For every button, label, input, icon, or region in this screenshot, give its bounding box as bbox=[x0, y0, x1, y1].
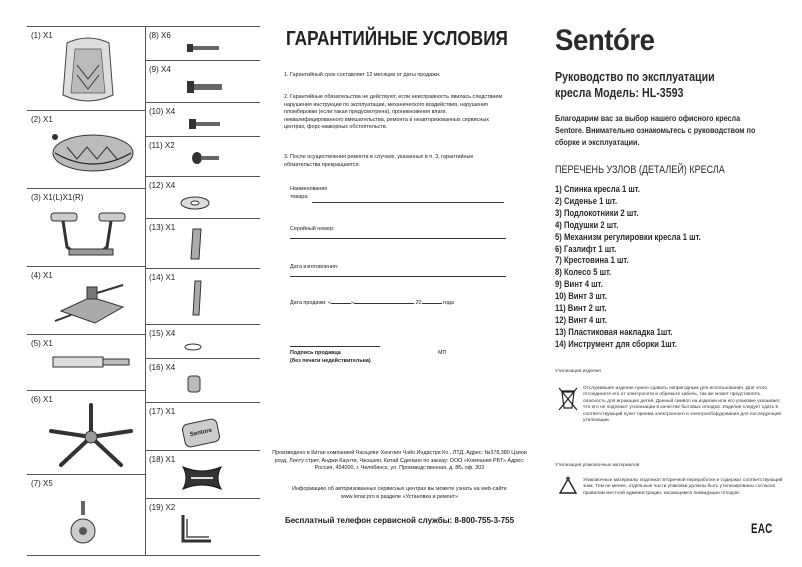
signature-label: Подпись продавца bbox=[290, 350, 341, 356]
field-made-label: Дата изготовления: bbox=[290, 264, 339, 270]
warranty-clause-3: 3. После осуществления ремонта в случаях, указанных в п. 3, гарантийные обязательства прекращаются. bbox=[284, 154, 474, 168]
part-label: (6) X1 bbox=[31, 395, 53, 404]
list-item: 8) Колесо 5 шт. bbox=[555, 267, 612, 279]
pillow-image bbox=[179, 459, 225, 497]
part-label: (7) X5 bbox=[31, 479, 53, 488]
field-made-line bbox=[290, 276, 506, 277]
parts-list bbox=[555, 184, 701, 351]
hotline: Бесплатный телефон сервисной службы: 8-800-755-3-755 bbox=[284, 516, 515, 525]
list-item: 11) Винт 2 шт. bbox=[555, 303, 607, 315]
packaging-text: Упаковочные материалы подлежат вторичной переработке и содержат соответствующий знак. Тем не менее, отдельные части упаковки должны быть утилизированы согласно правилам местной администрации, касающимся ликвидации отходов. bbox=[583, 478, 783, 496]
part-cell-17 bbox=[145, 403, 260, 451]
part-cell-13 bbox=[145, 219, 260, 269]
part-cell-10 bbox=[145, 103, 260, 137]
part-cell-11 bbox=[145, 137, 260, 177]
warranty-clause-2: 2. Гарантийные обязательства не действуют, если неисправность явилась следствием нарушения инструкции по эксплуатации, механического воздействия, нарушения пломбировки (если такая предусмотрена), проникновения влаги, неквалифицированного вмешательства, ремонта в неавторизованных сервисных центрах, форс-мажорных обстоятельств. bbox=[284, 94, 503, 131]
part-cell-1 bbox=[27, 27, 145, 111]
washer-image bbox=[175, 193, 215, 213]
packaging-heading: Утилизация упаковочных материалов bbox=[555, 463, 640, 468]
bracket-image bbox=[187, 277, 207, 321]
part-cell-16 bbox=[145, 359, 260, 403]
field-product-label: Наименование товара: bbox=[290, 186, 328, 200]
part-label: (16) X4 bbox=[149, 363, 176, 372]
base-image bbox=[43, 401, 139, 471]
part-label: (19) X2 bbox=[149, 503, 176, 512]
list-item: 10) Винт 3 шт. bbox=[555, 291, 608, 303]
part-label: (12) X4 bbox=[149, 181, 176, 190]
part-cell-3 bbox=[27, 189, 145, 267]
part-cell-8 bbox=[145, 27, 260, 61]
clip-image bbox=[181, 341, 205, 353]
part-cell-19 bbox=[145, 499, 260, 555]
service-info: Информацию об авторизованных сервисных центрах вы можете узнать на web-сайте www.lenar.pro в разделе «Установка и ремонт» bbox=[292, 486, 507, 500]
part-label: (14) X1 bbox=[149, 273, 176, 282]
warranty-section bbox=[272, 26, 527, 554]
parts-grid bbox=[27, 26, 260, 556]
gas-lift-image bbox=[49, 351, 133, 373]
armrests-image bbox=[47, 207, 133, 263]
list-item: 12) Винт 4 шт. bbox=[555, 314, 608, 326]
seat-image bbox=[43, 125, 137, 181]
list-item: 14) Инструмент для сборки 1шт. bbox=[555, 338, 677, 350]
part-label: (15) X4 bbox=[149, 329, 176, 338]
field-serial-line bbox=[290, 238, 506, 239]
part-cell-6 bbox=[27, 391, 145, 475]
part-label: (3) X1(L)X1(R) bbox=[31, 193, 84, 202]
manual-title-line-2: кресла Модель: HL-3593 bbox=[555, 85, 684, 100]
disposal-heading: Утилизация изделия bbox=[555, 369, 601, 374]
signature-line bbox=[290, 346, 380, 347]
field-sale-year: 20 bbox=[415, 300, 422, 306]
part-cell-18 bbox=[145, 451, 260, 499]
list-item: 3) Подлокотники 2 шт. bbox=[555, 207, 639, 219]
screw-image bbox=[185, 41, 225, 55]
part-label: (9) X4 bbox=[149, 65, 171, 74]
crossed-bin-icon bbox=[557, 386, 579, 412]
part-label: (4) X1 bbox=[31, 271, 53, 280]
part-cell-9 bbox=[145, 61, 260, 103]
part-label: (5) X1 bbox=[31, 339, 53, 348]
screw-image bbox=[191, 151, 223, 165]
bracket-image bbox=[185, 225, 209, 265]
list-item: 9) Винт 4 шт. bbox=[555, 279, 603, 291]
parts-list-heading: ПЕРЕЧЕНЬ УЗЛОВ (ДЕТАЛЕЙ) КРЕСЛА bbox=[555, 164, 725, 176]
manufacturer-info: Произведено в Китае компанией Чжэцзянг Хенглин Чэйо Индастри Ко., ЛТД. Адрес: №378,380 Цзиои роуд, Линту стрит, Анджи Каунти, Чжэцзян, Китай Сделано по заказу: ООО «Компания РБТ» Адрес: Россия, 454000, г. Челябинск, ул. Производственная, д. 8Б, оф. 303 bbox=[272, 450, 527, 472]
brand-logo: Sentóre bbox=[555, 24, 655, 57]
part-cell-15 bbox=[145, 325, 260, 359]
field-serial-label: Серийный номер: bbox=[290, 226, 335, 232]
signature-note: (без печати недействительна) bbox=[290, 358, 371, 364]
screw-image bbox=[185, 79, 227, 95]
list-item: 5) Механизм регулировки кресла 1 шт. bbox=[555, 231, 701, 243]
warranty-title: ГАРАНТИЙНЫЕ УСЛОВИЯ bbox=[286, 28, 508, 50]
part-label: (8) X6 bbox=[149, 31, 171, 40]
field-sale bbox=[290, 300, 454, 308]
field-sale-prefix: Дата продажи: « bbox=[290, 300, 331, 306]
caster-image bbox=[65, 499, 105, 549]
part-cell-4 bbox=[27, 267, 145, 335]
manual-section bbox=[553, 26, 783, 554]
manual-title-line-1: Руководство по эксплуатации bbox=[555, 69, 715, 84]
part-cell-12 bbox=[145, 177, 260, 219]
part-label: (11) X2 bbox=[149, 141, 175, 150]
recycle-icon bbox=[557, 476, 579, 498]
part-cell-5 bbox=[27, 335, 145, 391]
list-item: 13) Пластиковая накладка 1шт. bbox=[555, 326, 673, 338]
part-label: (10) X4 bbox=[149, 107, 176, 116]
screw-image bbox=[187, 117, 227, 131]
part-label: (1) X1 bbox=[31, 31, 53, 40]
list-item: 7) Крестовина 1 шт. bbox=[555, 255, 629, 267]
list-item: 2) Сиденье 1 шт. bbox=[555, 195, 618, 207]
part-label: (17) X1 bbox=[149, 407, 176, 416]
part-cell-14 bbox=[145, 269, 260, 325]
warranty-clause-1: 1. Гарантийный срок составляет 12 месяцев от даты продажи. bbox=[284, 72, 441, 78]
field-sale-suffix: года bbox=[443, 300, 454, 306]
part-cell-2 bbox=[27, 111, 145, 189]
mechanism-image bbox=[51, 277, 131, 331]
armrest-pad-image: Sentore bbox=[181, 418, 221, 449]
spacer-image bbox=[185, 373, 205, 395]
manual-intro: Благодарим вас за выбор нашего офисного кресла Sentore. Внимательно ознакомьтесь с руководством по сборке и эксплуатации. bbox=[555, 113, 756, 147]
list-item: 6) Газлифт 1 шт. bbox=[555, 243, 617, 255]
part-label: (2) X1 bbox=[31, 115, 53, 124]
disposal-text: Отслужившее изделие нужно сдавать непригодным для использования. Для этого отсоедините его от электросети и обрежьте кабель, так же может представлять опасность для играющих детей. Данный символ на изделии или его упаковке указывает, что его не подлежит утилизации в качестве бытовых отходов. Изделие следует сдать в соответствующий пункт приема электронного и электрооборудования для последующей утилизации. bbox=[583, 386, 781, 424]
part-label: (18) X1 bbox=[149, 455, 176, 464]
part-cell-7 bbox=[27, 475, 145, 555]
list-item: 4) Подушки 2 шт. bbox=[555, 219, 619, 231]
manual-title bbox=[555, 69, 715, 101]
list-item: 1) Спинка кресла 1 шт. bbox=[555, 184, 640, 195]
eac-mark: ЕАС bbox=[751, 520, 773, 536]
part-label: (13) X1 bbox=[149, 223, 176, 232]
hex-key-image bbox=[175, 511, 219, 551]
chair-back-image bbox=[57, 35, 119, 107]
field-product-line bbox=[312, 202, 504, 203]
field-sale-mid: » bbox=[351, 300, 354, 306]
stamp-label: МП bbox=[438, 350, 447, 356]
